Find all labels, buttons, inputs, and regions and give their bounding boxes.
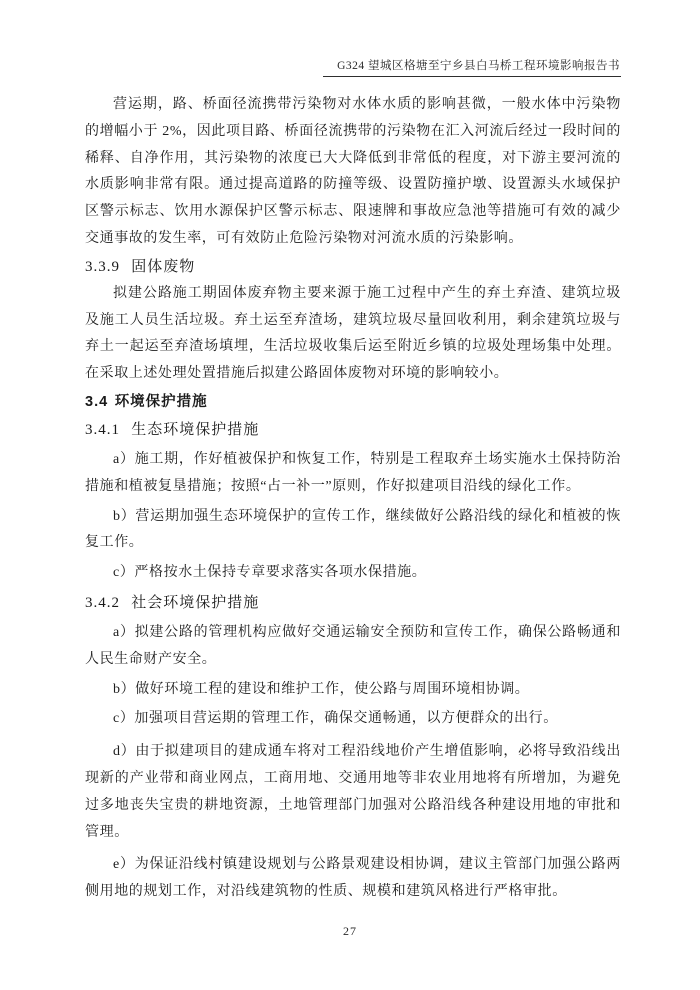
document-content (85, 92, 621, 906)
heading-title: 固体废物 (131, 258, 196, 275)
heading-title: 生态环境保护措施 (131, 421, 260, 438)
paragraph-solid-waste: 拟建公路施工期固体废弃物主要来源于施工过程中产生的弃土弃渣、建筑垃圾及施工人员生活垃圾。弃土运至弃渣场，建筑垃圾尽量回收利用，剩余建筑垃圾与弃土一起运至弃渣场填埋，生活垃圾收集后运至附近乡镇的垃圾处理场集中处理。在采取上述处理处置措施后拟建公路固体废物对环境的影响较小。 (85, 285, 621, 382)
paragraph-eco-item-c: c）严格按水土保持专章要求落实各项水保措施。 (113, 565, 427, 581)
page-number: 27 (343, 924, 357, 938)
heading-number: 3.4.1 (85, 421, 120, 438)
paragraph-social-item-c: c）加强项目营运期的管理工作，确保交通畅通，以方便群众的出行。 (113, 711, 558, 727)
running-header-title: G324 望城区格塘至宁乡县白马桥工程环境影响报告书 (323, 57, 621, 77)
paragraph-social-item-e: e）为保证沿线村镇建设规划与公路景观建设相协调，建议主管部门加强公路两侧用地的规划工作，对沿线建筑物的性质、规模和建筑风格进行严格审批。 (85, 857, 621, 900)
paragraph-eco-item-b: b）营运期加强生态环境保护的宣传工作，继续做好公路沿线的绿化和植被的恢复工作。 (85, 508, 621, 551)
heading-number: 3.3.9 (85, 258, 120, 275)
paragraph-social-item-a: a）拟建公路的管理机构应做好交通运输安全预防和宣传工作，确保公路畅通和人民生命财产安全。 (85, 624, 621, 667)
paragraph-runoff-impact: 营运期，路、桥面径流携带污染物对水体水质的影响甚微，一般水体中污染物的增幅小于 2%，因此项目路、桥面径流携带的污染物在汇入河流后经过一段时间的稀释、自净作用，其污染物的浓度已大大降低到非常低的程度，对下游主要河流的水质影响非常有限。通过提高道路的防撞等级、设置防撞护墩、设置源头水域保护区警示标志、饮用水源保护区警示标志、限速牌和事故应急池等措施可有效的减少交通事故的发生率，可有效防止危险污染物对河流水质的污染影响。 (85, 97, 621, 246)
heading-title: 社会环境保护措施 (131, 594, 260, 611)
paragraph-social-item-d: d）由于拟建项目的建成通车将对工程沿线地价产生增值影响，必将导致沿线出现新的产业带和商业网点，工商用地、交通用地等非农业用地将有所增加，为避免过多地丧失宝贵的耕地资源，土地管理部门加强对公路沿线各种建设用地的审批和管理。 (85, 744, 621, 840)
heading-number: 3.4.2 (85, 594, 120, 611)
heading-3-3-9-solid-waste (85, 254, 621, 281)
running-header (85, 56, 621, 77)
heading-number: 3.4 (85, 393, 109, 410)
heading-title: 环境保护措施 (114, 393, 208, 410)
heading-3-4-1-ecological-measures (85, 417, 621, 444)
heading-3-4-2-social-measures (85, 590, 621, 617)
heading-3-4-environmental-protection (85, 389, 621, 416)
page-footer (0, 922, 700, 940)
paragraph-eco-item-a: a）施工期，作好植被保护和恢复工作，特别是工程取弃土场实施水土保持防治措施和植被复垦措施；按照“占一补一”原则，作好拟建项目沿线的绿化工作。 (85, 451, 621, 494)
paragraph-social-item-b: b）做好环境工程的建设和维护工作，使公路与周围环境相协调。 (113, 681, 530, 697)
